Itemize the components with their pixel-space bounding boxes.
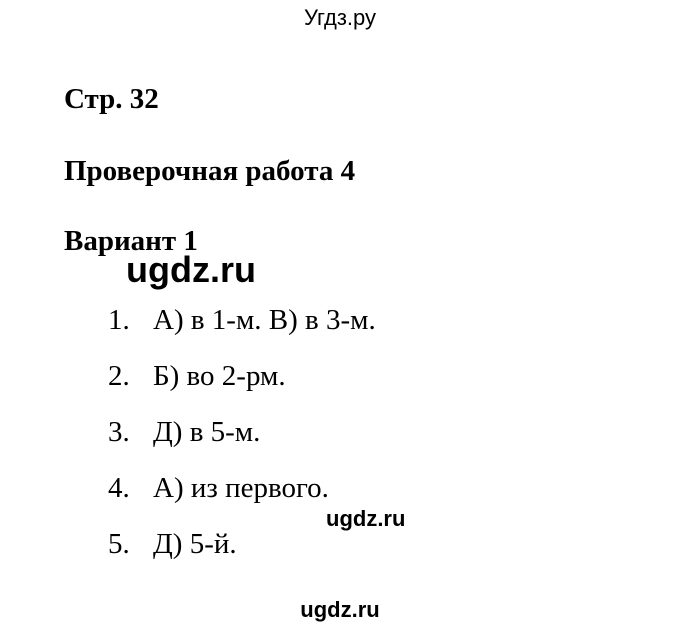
answer-text: Д) 5-й. <box>153 527 237 560</box>
answer-item-2 <box>108 348 376 404</box>
answer-item-3 <box>108 404 376 460</box>
answer-number: 3. <box>108 415 130 448</box>
watermark-large: ugdz.ru <box>126 249 256 290</box>
answer-text: Д) в 5-м. <box>153 415 261 448</box>
answer-text: А) из первого. <box>153 471 329 504</box>
answer-text: А) в 1-м. В) в 3-м. <box>153 303 376 336</box>
answer-number: 1. <box>108 303 130 336</box>
answer-number: 2. <box>108 359 130 392</box>
page-title: Проверочная работа 4 <box>64 155 356 187</box>
answer-number: 4. <box>108 471 130 504</box>
watermark-middle: ugdz.ru <box>326 506 406 531</box>
page-number: Стр. 32 <box>64 83 159 115</box>
site-header: Угдз.ру <box>303 5 377 30</box>
answer-number: 5. <box>108 527 130 560</box>
answer-text: Б) во 2-рм. <box>153 359 286 392</box>
watermark-footer: ugdz.ru <box>300 597 380 622</box>
variant-heading: Вариант 1 <box>64 225 198 257</box>
answer-item-1 <box>108 292 376 348</box>
